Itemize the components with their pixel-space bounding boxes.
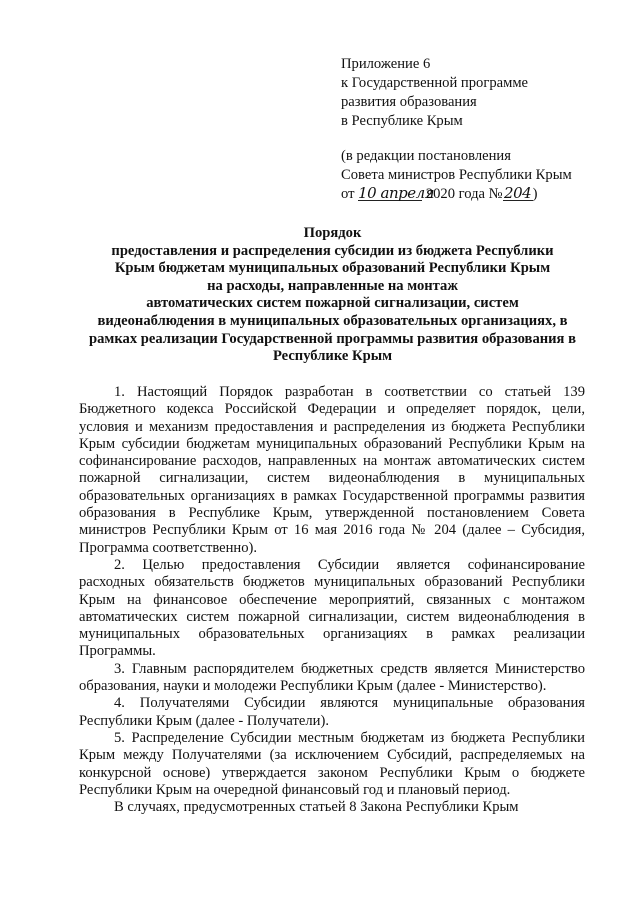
revision-year-label: 2020 года № bbox=[425, 186, 503, 202]
appendix-header bbox=[341, 55, 611, 204]
document-body bbox=[79, 384, 585, 816]
title-line: рамках реализации Государственной программы развития образования в bbox=[89, 330, 576, 347]
title-line: на расходы, направленные на монтаж bbox=[207, 277, 458, 294]
appendix-line: к Государственной программе bbox=[341, 75, 529, 91]
title-line: видеонаблюдения в муниципальных образовательных организациях, в bbox=[97, 312, 568, 329]
body-paragraph: 3. Главным распорядителем бюджетных средств является Министерство образования, науки и молодежи Республики Крым (далее - Министерство). bbox=[79, 660, 585, 695]
body-paragraph: 5. Распределение Субсидии местным бюджетам из бюджета Республики Крым между Получателями (за исключением Субсидий, распределяемых на конкурсной основе) утверждается законом Республики Крым о бюджете Республики Крым на очередной финансовый год и плановый период. bbox=[79, 729, 585, 798]
body-paragraph: 2. Целью предоставления Субсидии является софинансирование расходных обязательств бюджетов муниципальных образований Республики Крым на финансовое обеспечение мероприятий, связанных с монтажом автоматических систем пожарной сигнализации, систем видеонаблюдения в муниципальных образовательных организациях в рамках реализации Программы. bbox=[79, 556, 585, 660]
revision-note-line: (в редакции постановления bbox=[341, 148, 511, 164]
handwritten-number: 204 bbox=[504, 184, 532, 202]
body-paragraph: 1. Настоящий Порядок разработан в соответствии со статьей 139 Бюджетного кодекса Российской Федерации и определяет порядок, цели, условия и механизм предоставления и распределения из бюджета Республики Крым субсидии бюджетам муниципальных образований Республики Крым на софинансирование расходов, направленных на монтаж автоматических систем пожарной сигнализации, систем видеонаблюдения в муниципальных образовательных организациях в рамках Государственной программы развития образования в Республике Крым, утвержденной постановлением Совета министров Республики Крым от 16 мая 2016 года № 204 (далее – Субсидия, Программа соответственно). bbox=[79, 384, 585, 556]
title-line: Республике Крым bbox=[272, 348, 393, 365]
title-line: автоматических систем пожарной сигнализации, систем bbox=[146, 295, 519, 312]
handwritten-date: 10 апреля bbox=[358, 184, 435, 202]
document-title bbox=[60, 225, 605, 366]
appendix-line: в Республике Крым bbox=[341, 113, 463, 129]
title-line: Порядок bbox=[303, 225, 362, 241]
revision-close-paren: ) bbox=[532, 186, 538, 202]
revision-note-date-line bbox=[341, 185, 611, 204]
appendix-line: Приложение 6 bbox=[341, 56, 431, 72]
body-paragraph: В случаях, предусмотренных статьей 8 Закона Республики Крым bbox=[114, 799, 519, 816]
appendix-line: развития образования bbox=[341, 94, 477, 110]
revision-note-line: Совета министров Республики Крым bbox=[341, 167, 572, 183]
title-line: предоставления и распределения субсидии из бюджета Республики bbox=[111, 242, 554, 259]
body-paragraph: 4. Получателями Субсидии являются муниципальные образования Республики Крым (далее - Получатели). bbox=[79, 695, 585, 729]
revision-from-label: от bbox=[341, 186, 355, 202]
title-line: Крым бюджетам муниципальных образований Республики Крым bbox=[114, 260, 551, 277]
